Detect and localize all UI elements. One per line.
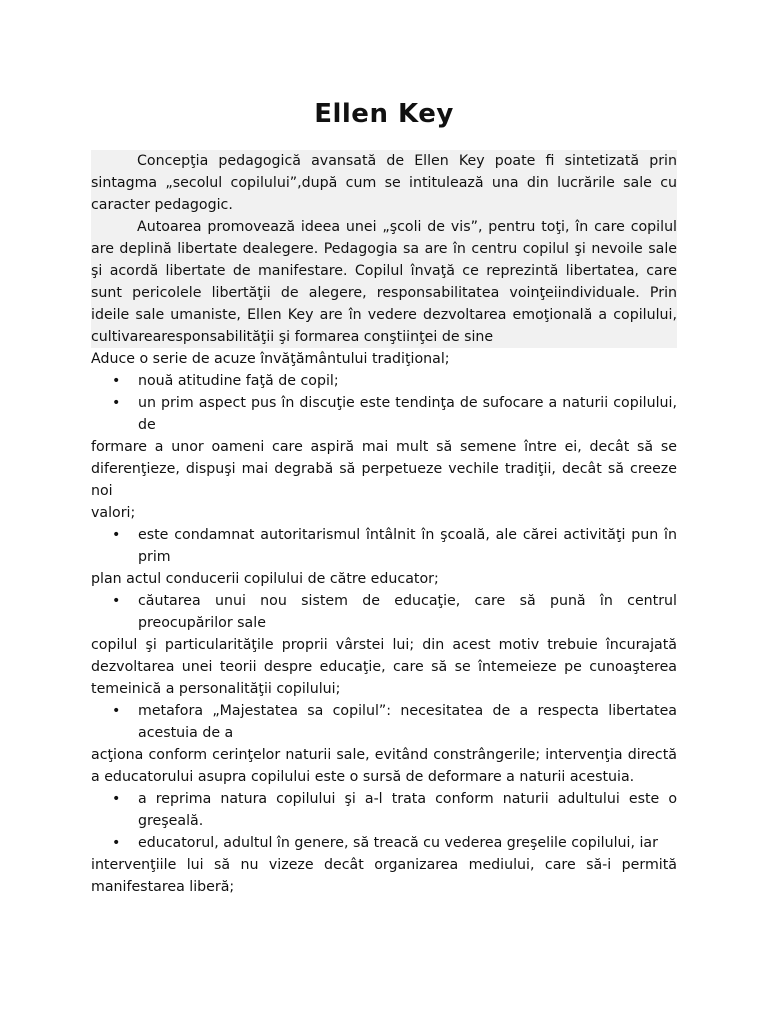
paragraph: Autoarea promovează ideea unei „şcoli de vis”, pentru toţi, în care copilul are deplină libertate dealegere. Pedagogia sa are în centru copilul şi nevoile sale şi acordă libertate de manifestare. Copilul învaţă ce reprezintă libertatea, care sunt pericolele libertăţii de alegere, responsabilitatea voinţeiindividuale. Prin ideile sale umaniste, Ellen Key are în vedere dezvoltarea emoţională a copilului, cultivarearesponsabilităţii şi formarea conştiinţei de sine bbox=[91, 216, 677, 348]
bullet-icon: • bbox=[112, 395, 121, 411]
document-body bbox=[91, 150, 677, 898]
bullet-text: un prim aspect pus în discuţie este tendinţa de sufocare a naturii copilului, de bbox=[138, 395, 677, 433]
bullet-item bbox=[91, 788, 677, 832]
bullet-icon: • bbox=[112, 527, 121, 543]
bullet-text: nouă atitudine faţă de copil; bbox=[138, 373, 339, 389]
continuation-text: valori; bbox=[91, 505, 136, 521]
bullet-text: metafora „Majestatea sa copilul”: necesitatea de a respecta libertatea acestuia de a bbox=[138, 703, 677, 741]
page-title: Ellen Key bbox=[314, 99, 454, 129]
bullet-icon: • bbox=[112, 791, 121, 807]
continuation-text: formare a unor oameni care aspiră mai mult să semene între ei, decât să se diferenţieze, dispuşi mai degrabă să perpetueze vechile tradiţii, decât să creeze noi bbox=[91, 439, 677, 499]
bullet-icon: • bbox=[112, 593, 121, 609]
bullet-item bbox=[91, 370, 677, 392]
bullet-icon: • bbox=[112, 703, 121, 719]
bullet-item bbox=[91, 524, 677, 568]
text-line: Aduce o serie de acuze învăţământului tradiţional; bbox=[91, 351, 450, 367]
paragraph: Concepţia pedagogică avansată de Ellen Key poate fi sintetizată prin sintagma „secolul copilului”,după cum se intitulează una din lucrările sale cu caracter pedagogic. bbox=[91, 150, 677, 216]
bullet-text: căutarea unui nou sistem de educaţie, care să pună în centrul preocupărilor sale bbox=[138, 593, 677, 631]
bullet-icon: • bbox=[112, 835, 121, 851]
bullet-item bbox=[91, 700, 677, 744]
bullet-text: educatorul, adultul în genere, să treacă cu vederea greşelile copilului, iar bbox=[138, 835, 658, 851]
bullet-item bbox=[91, 392, 677, 436]
bullet-item bbox=[91, 590, 677, 634]
bullet-icon: • bbox=[112, 373, 121, 389]
bullet-text: este condamnat autoritarismul întâlnit în şcoală, ale cărei activităţi pun în prim bbox=[138, 527, 677, 565]
continuation-text: acţiona conform cerinţelor naturii sale, evitând constrângerile; intervenţia directă a educatorului asupra copilului este o sursă de deformare a naturii acestuia. bbox=[91, 747, 677, 785]
continuation-text: copilul şi particularităţile proprii vârstei lui; din acest motiv trebuie încurajată dezvoltarea unei teorii despre educaţie, care să se întemeieze pe cunoaşterea temeinică a personalităţii copilului; bbox=[91, 637, 677, 697]
continuation-text: plan actul conducerii copilului de către educator; bbox=[91, 571, 439, 587]
continuation-text: intervenţiile lui să nu vizeze decât organizarea mediului, care să-i permită manifestarea liberă; bbox=[91, 857, 677, 895]
bullet-item bbox=[91, 832, 677, 854]
bullet-text: a reprima natura copilului şi a-l trata conform naturii adultului este o greşeală. bbox=[138, 791, 677, 829]
